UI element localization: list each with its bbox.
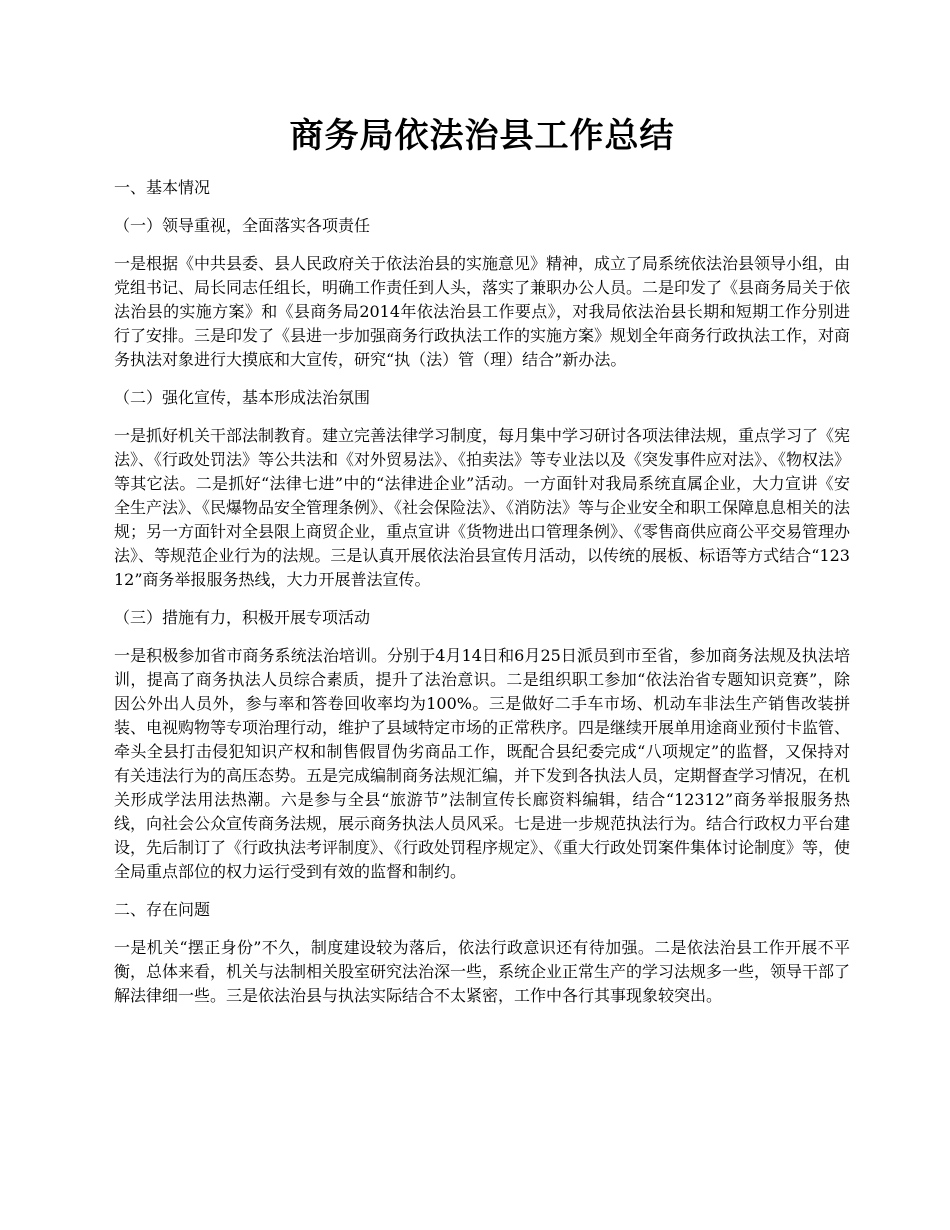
- section-heading-problems: 二、存在问题: [114, 900, 211, 919]
- section-heading-basic-situation: 一、基本情况: [114, 178, 211, 197]
- section-heading-special-activities: （三）措施有力，积极开展专项活动: [114, 608, 371, 627]
- paragraph-publicity: 一是抓好机关干部法制教育。建立完善法律学习制度，每月集中学习研讨各项法律法规，重点学习了《宪法》、《行政处罚法》等公共法和《对外贸易法》、《拍卖法》等专业法以及《突发事件应对法》、《物权法》等其它法。二是抓好“法律七进”中的“法律进企业”活动。一方面针对我局系统直属企业，大力宣讲《安全生产法》、《民爆物品安全管理条例》、《社会保险法》、《消防法》等与企业安全和职工保障息息相关的法规；另一方面针对全县限上商贸企业，重点宣讲《货物进出口管理条例》、《零售商供应商公平交易管理办法》、等规范企业行为的法规。三是认真开展依法治县宣传月活动，以传统的展板、标语等方式结合“12312”商务举报服务热线，大力开展普法宣传。: [114, 426, 851, 589]
- paragraph-special-activities: 一是积极参加省市商务系统法治培训。分别于4月14日和6月25日派员到市至省，参加商务法规及执法培训，提高了商务执法人员综合素质，提升了法治意识。二是组织职工参加“依法治省专题知识竞赛”，除因公外出人员外，参与率和答卷回收率均为100%。三是做好二手车市场、机动车非法生产销售改装拼装、电视购物等专项治理行动，维护了县域特定市场的正常秩序。四是继续开展单用途商业预付卡监管、牵头全县打击侵犯知识产权和制售假冒伪劣商品工作，既配合县纪委完成“八项规定”的监督，又保持对有关违法行为的高压态势。五是完成编制商务法规汇编，并下发到各执法人员，定期督查学习情况，在机关形成学法用法热潮。六是参与全县“旅游节”法制宣传长廊资料编辑，结合“12312”商务举报服务热线，向社会公众宣传商务法规，展示商务执法人员风采。七是进一步规范执法行为。结合行政权力平台建设，先后制订了《行政执法考评制度》、《行政处罚程序规定》、《重大行政处罚案件集体讨论制度》等，使全局重点部位的权力运行受到有效的监督和制约。: [114, 646, 851, 881]
- section-heading-leadership: （一）领导重视，全面落实各项责任: [114, 216, 371, 235]
- paragraph-leadership: 一是根据《中共县委、县人民政府关于依法治县的实施意见》精神，成立了局系统依法治县领导小组，由党组书记、局长同志任组长，明确工作责任到人头，落实了兼职办公人员。二是印发了《县商务局关于依法治县的实施方案》和《县商务局2014年依法治县工作要点》，对我局依法治县长期和短期工作分别进行了安排。三是印发了《县进一步加强商务行政执法工作的实施方案》规划全年商务行政执法工作，对商务执法对象进行大摸底和大宣传，研究“执（法）管（理）结合”新办法。: [114, 254, 851, 369]
- document-body: [114, 176, 850, 1022]
- section-heading-publicity: （二）强化宣传，基本形成法治氛围: [114, 388, 371, 407]
- document-title: 商务局依法治县工作总结: [289, 116, 675, 156]
- paragraph-problems: 一是机关“摆正身份”不久，制度建设较为落后，依法行政意识还有待加强。二是依法治县工作开展不平衡，总体来看，机关与法制相关股室研究法治深一些，系统企业正常生产的学习法规多一些，领导干部了解法律细一些。三是依法治县与执法实际结合不太紧密，工作中各行其事现象较突出。: [114, 938, 851, 1005]
